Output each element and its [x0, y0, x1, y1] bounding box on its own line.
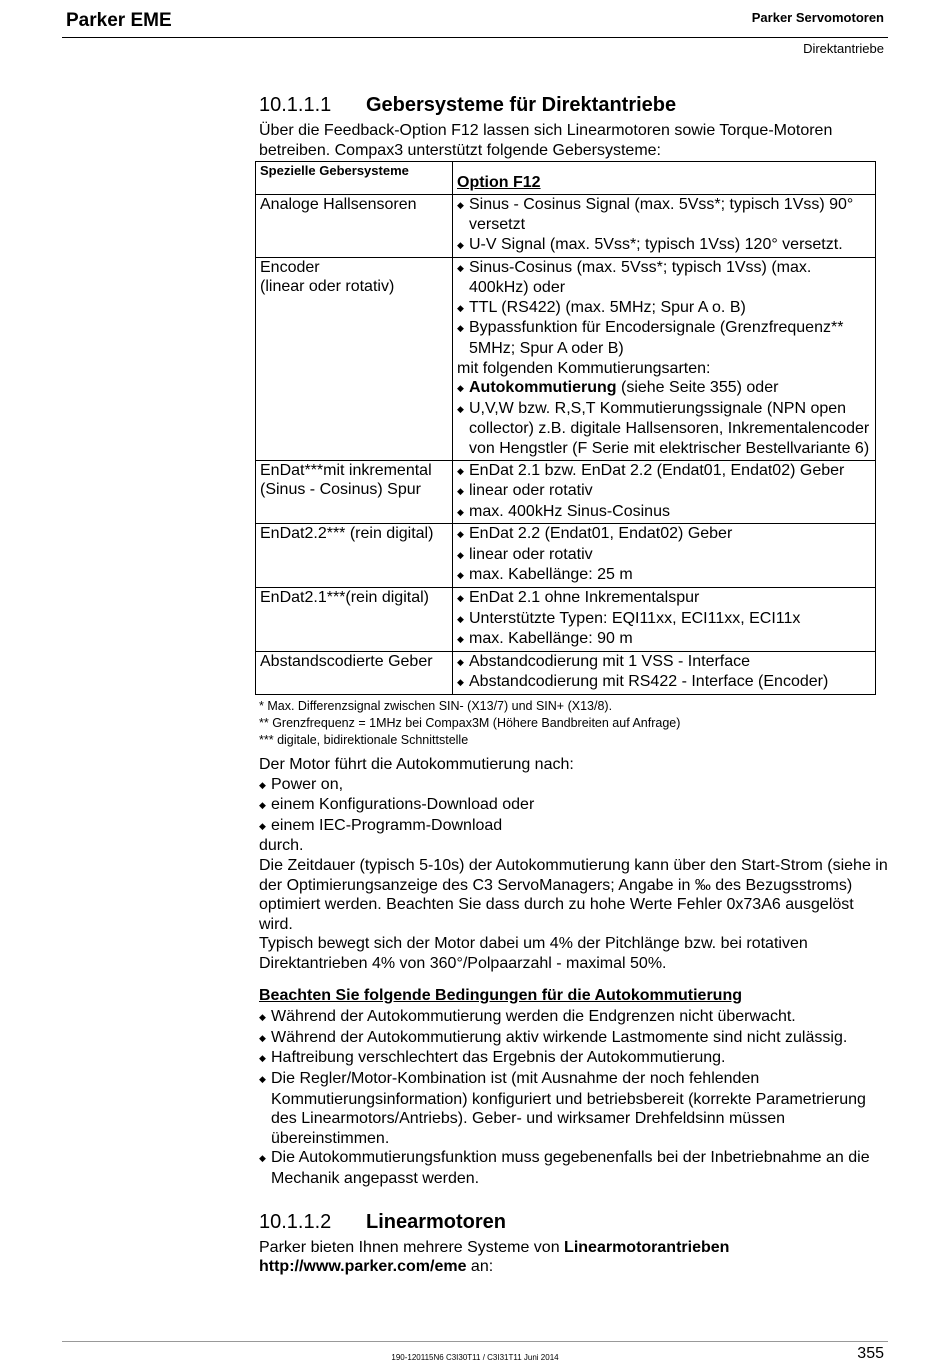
row-details [453, 460, 876, 524]
conditions-heading: Beachten Sie folgende Bedingungen für die Autokommutierung [259, 986, 742, 1004]
table-header-systems: Spezielle Gebersysteme [256, 162, 453, 195]
diamond-bullet-icon: ◆ [457, 593, 464, 604]
table-header-option: Option F12 [453, 162, 876, 195]
diamond-bullet-icon: ◆ [457, 529, 464, 540]
diamond-bullet-icon: ◆ [457, 656, 464, 667]
list-item: ◆ Sinus - Cosinus Signal (max. 5Vss*; typisch 1Vss) 90° versetzt [457, 195, 854, 234]
diamond-bullet-icon: ◆ [259, 800, 266, 811]
diamond-bullet-icon: ◆ [457, 403, 464, 414]
table-footnotes [259, 698, 889, 749]
section-heading-gebersysteme [259, 93, 889, 117]
paragraph: Die Zeitdauer (typisch 5-10s) der Autokommutierung kann über den Start-Strom (siehe in der Optimierungsanzeige des C3 ServoManagers; Angabe in ‰ des Bezugsstroms) optimiert werden. Beachten Sie dass durch zu hohe Werte Fehler 0x73A6 ausgelöst wird. [259, 857, 888, 933]
table-row [256, 588, 876, 652]
list-item: ◆ Abstandcodierung mit RS422 - Interface (Encoder) [457, 672, 875, 693]
list-item: ◆ Power on, [259, 775, 889, 796]
list-item: ◆ Die Regler/Motor-Kombination ist (mit Ausnahme der noch fehlenden Kommutierungsinformation) konfiguriert und betriebsbereit (korrekte Parametrierung des Linearmotors/Antriebs). Geber- und wirksamer Drehfeldsinn müssen übereinstimmen. [259, 1069, 866, 1147]
diamond-bullet-icon: ◆ [457, 199, 464, 210]
section-title: Gebersysteme für Direktantriebe [366, 94, 677, 116]
list-item: ◆ linear oder rotativ [457, 481, 875, 502]
section-heading-linearmotoren [259, 1210, 889, 1234]
section-title: Linearmotoren [366, 1210, 507, 1233]
diamond-bullet-icon: ◆ [457, 506, 464, 517]
list-item: ◆ Bypassfunktion für Encodersignale (Grenzfrequenz** 5MHz; Spur A oder B) [457, 319, 844, 357]
diamond-bullet-icon: ◆ [457, 383, 464, 394]
footer-doc-code: 190-120115N6 C3I30T11 / C3I31T11 Juni 2014 [391, 1353, 559, 1362]
linearmotorantrieben-term: Linearmotorantrieben [564, 1238, 730, 1256]
diamond-bullet-icon: ◆ [259, 1153, 266, 1164]
page-number: 355 [857, 1345, 884, 1362]
row-label: Encoder (linear oder rotativ) [256, 257, 453, 460]
conditions-list [259, 1007, 889, 1188]
list-item: ◆ einem Konfigurations-Download oder [259, 795, 889, 816]
list-item: ◆ Autokommutierung (siehe Seite 355) oder [457, 378, 875, 399]
diamond-bullet-icon: ◆ [457, 465, 464, 476]
row-details [453, 651, 876, 694]
diamond-bullet-icon: ◆ [457, 323, 464, 334]
section-intro: Über die Feedback-Option F12 lassen sich Linearmotoren sowie Torque-Motoren betreiben. Compax3 unterstützt folgende Gebersysteme: [259, 122, 833, 159]
list-item: ◆ linear oder rotativ [457, 545, 875, 566]
list-item: ◆ EnDat 2.1 ohne Inkrementalspur [457, 588, 875, 609]
diamond-bullet-icon: ◆ [259, 1053, 266, 1064]
commutation-intro: mit folgenden Kommutierungsarten: [457, 359, 711, 377]
row-label: Analoge Hallsensoren [256, 194, 453, 257]
diamond-bullet-icon: ◆ [457, 549, 464, 560]
diamond-bullet-icon: ◆ [457, 486, 464, 497]
paragraph: Typisch bewegt sich der Motor dabei um 4% der Pitchlänge bzw. bei rotativen Direktantrieben 4% von 360°/Polpaarzahl - maximal 50%. [259, 935, 808, 972]
page-content [259, 93, 889, 1277]
list-item: ◆ einem IEC-Programm-Download [259, 816, 889, 837]
autocommutation-end: durch. [259, 837, 304, 855]
diamond-bullet-icon: ◆ [259, 1012, 266, 1023]
table-row [256, 651, 876, 694]
diamond-bullet-icon: ◆ [259, 1073, 266, 1084]
footnote: ** Grenzfrequenz = 1MHz bei Compax3M (Höhere Bandbreiten auf Anfrage) [259, 716, 681, 731]
section-number: 10.1.1.1 [259, 94, 332, 116]
list-item: ◆ Während der Autokommutierung werden die Endgrenzen nicht überwacht. [259, 1007, 889, 1028]
footnote: *** digitale, bidirektionale Schnittstelle [259, 733, 469, 748]
list-item: ◆ max. Kabellänge: 90 m [457, 629, 875, 650]
footer-divider [62, 1341, 888, 1342]
header-divider [62, 37, 888, 38]
list-item: ◆ Haftreibung verschlechtert das Ergebnis der Autokommutierung. [259, 1048, 889, 1069]
autocommutation-block [259, 755, 889, 974]
header-product: Parker Servomotoren [751, 10, 884, 25]
diamond-bullet-icon: ◆ [457, 613, 464, 624]
diamond-bullet-icon: ◆ [259, 820, 266, 831]
diamond-bullet-icon: ◆ [457, 570, 464, 581]
list-item: ◆ Während der Autokommutierung aktiv wirkende Lastmomente sind nicht zulässig. [259, 1028, 889, 1049]
list-item: ◆ Die Autokommutierungsfunktion muss gegebenenfalls bei der Inbetriebnahme an die Mechanik angepasst werden. [259, 1149, 870, 1187]
row-label: EnDat2.1***(rein digital) [256, 588, 453, 652]
table-row [256, 460, 876, 524]
section-number: 10.1.1.2 [259, 1210, 332, 1233]
header-brand: Parker EME [66, 10, 172, 31]
gebersysteme-table [255, 161, 876, 695]
table-row [256, 194, 876, 257]
diamond-bullet-icon: ◆ [457, 677, 464, 688]
diamond-bullet-icon: ◆ [457, 634, 464, 645]
list-item: ◆ TTL (RS422) (max. 5MHz; Spur A o. B) [457, 298, 875, 319]
row-details [453, 588, 876, 652]
list-item: ◆ U,V,W bzw. R,S,T Kommutierungssignale (NPN open collector) z.B. digitale Hallsensoren, Inkrementalencoder von Hengstler (F Serie mit elektrischer Bestellvariante 6) [457, 399, 870, 457]
row-details [453, 194, 876, 257]
diamond-bullet-icon: ◆ [457, 302, 464, 313]
table-header-row [256, 162, 876, 195]
list-item: ◆ max. Kabellänge: 25 m [457, 565, 875, 586]
linearmotoren-text: Parker bieten Ihnen mehrere Systeme von Linearmotorantrieben http://www.parker.com/eme an: [259, 1238, 730, 1276]
list-item: ◆ Sinus-Cosinus (max. 5Vss*; typisch 1Vss) (max. 400kHz) oder [457, 258, 812, 297]
list-item: ◆ max. 400kHz Sinus-Cosinus [457, 502, 875, 523]
row-details [453, 524, 876, 588]
parker-url-link[interactable]: http://www.parker.com/eme [259, 1258, 467, 1276]
list-item: ◆ U-V Signal (max. 5Vss*; typisch 1Vss) 120° versetzt. [457, 235, 875, 256]
list-item: ◆ Abstandcodierung mit 1 VSS - Interface [457, 652, 875, 673]
row-label: EnDat2.2*** (rein digital) [256, 524, 453, 588]
row-label: EnDat***mit inkremental (Sinus - Cosinus) Spur [256, 460, 453, 524]
list-item: ◆ EnDat 2.1 bzw. EnDat 2.2 (Endat01, Endat02) Geber [457, 461, 875, 482]
diamond-bullet-icon: ◆ [457, 239, 464, 250]
table-row [256, 524, 876, 588]
footnote: * Max. Differenzsignal zwischen SIN- (X13/7) und SIN+ (X13/8). [259, 699, 613, 714]
row-details [453, 257, 876, 460]
diamond-bullet-icon: ◆ [259, 779, 266, 790]
table-row [256, 257, 876, 460]
diamond-bullet-icon: ◆ [457, 262, 464, 273]
list-item: ◆ Unterstützte Typen: EQI11xx, ECI11xx, ECI11x [457, 609, 875, 630]
header-chapter: Direktantriebe [803, 41, 884, 56]
list-item: ◆ EnDat 2.2 (Endat01, Endat02) Geber [457, 524, 875, 545]
diamond-bullet-icon: ◆ [259, 1032, 266, 1043]
autocommutation-intro: Der Motor führt die Autokommutierung nach: [259, 756, 574, 774]
row-label: Abstandscodierte Geber [256, 651, 453, 694]
